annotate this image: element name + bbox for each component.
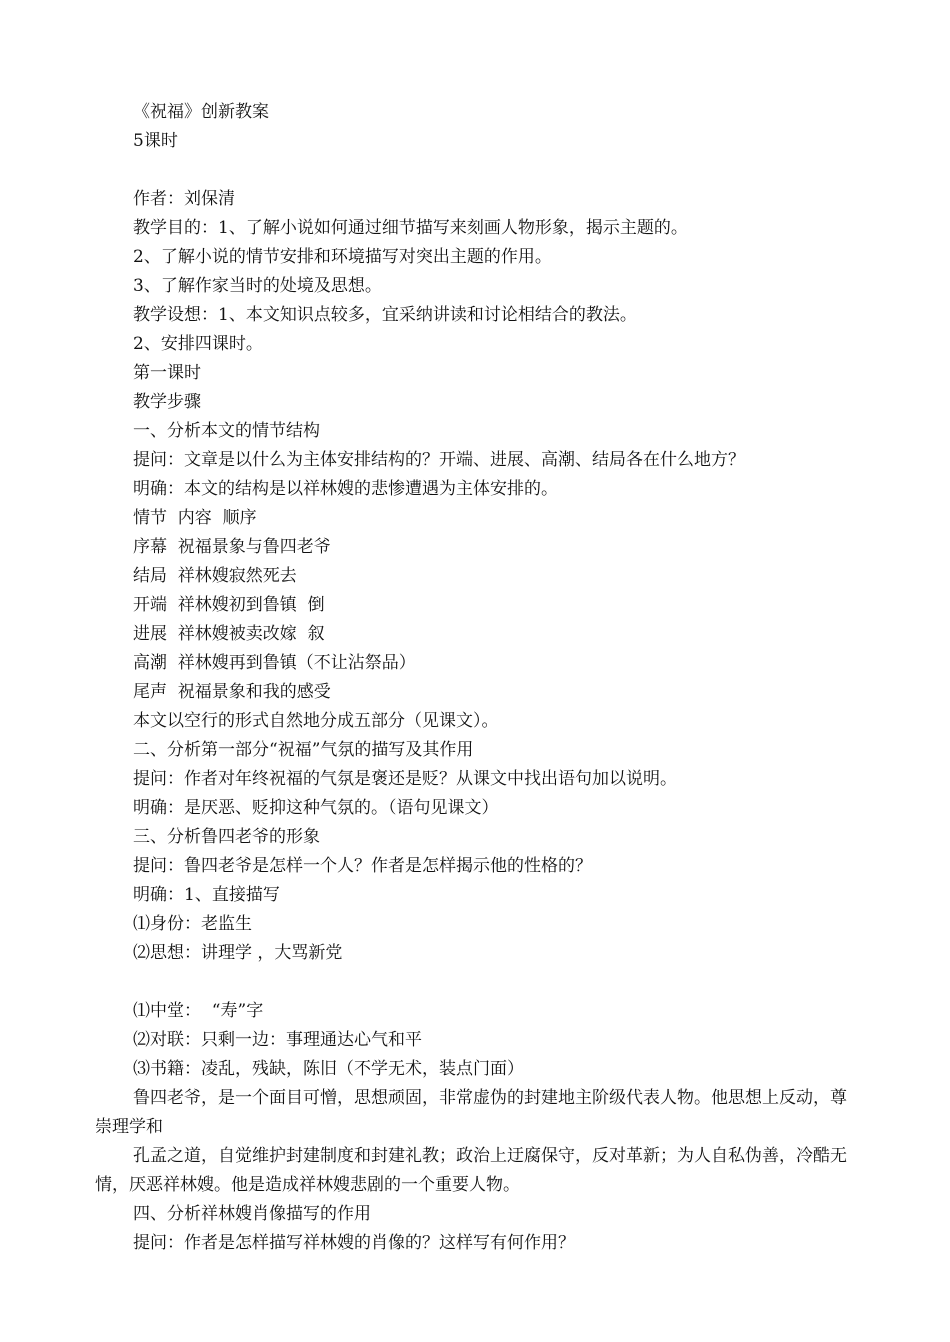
plot-row: 高潮 祥林嫂再到鲁镇（不让沾祭品） [133,653,416,673]
structure-note: 本文以空行的形式自然地分成五部分（见课文）。 [133,711,499,731]
list-item: ⑴身份：老监生 [133,914,252,934]
question-line: 提问：作者是怎样描写祥林嫂的肖像的？这样写有何作用？ [133,1233,575,1253]
plot-row: 结局 祥林嫂寂然死去 [133,566,297,586]
author-line: 作者：刘保清 [133,189,235,209]
section-heading-lesson-1: 第一课时 [133,363,201,383]
list-item: ⑵对联：只剩一边：事理通达心气和平 [133,1030,422,1050]
step-heading-2: 二、分析第一部分“祝福”气氛的描写及其作用 [133,740,474,760]
question-line: 提问：作者对年终祝福的气氛是褒还是贬？从课文中找出语句加以说明。 [133,769,677,789]
list-item: ⑵思想：讲理学 ，大骂新党 [133,943,343,963]
plot-table-header: 情节 内容 顺序 [133,508,257,528]
step-heading-1: 一、分析本文的情节结构 [133,421,320,441]
blank-line [95,156,857,185]
answer-line: 明确：是厌恶、贬抑这种气氛的。（语句见课文） [133,798,499,818]
answer-line: 明确：1、直接描写 [133,885,280,905]
question-line: 提问：文章是以什么为主体安排结构的？开端、进展、高潮、结局各在什么地方？ [133,450,745,470]
plan-1: 教学设想：1、本文知识点较多，宜采纳讲读和讨论相结合的教法。 [133,305,637,325]
objective-3: 3、了解作家当时的处境及思想。 [133,276,382,296]
step-heading-3: 三、分析鲁四老爷的形象 [133,827,320,847]
list-item: ⑴中堂： “寿”字 [133,1001,264,1021]
blank-line [95,968,857,997]
objective-2: 2、了解小说的情节安排和环境描写对突出主题的作用。 [133,247,552,267]
document-page [95,98,857,1258]
plan-2: 2、安排四课时。 [133,334,263,354]
summary-paragraph-1: 鲁四老爷，是一个面目可憎，思想顽固，非常虚伪的封建地主阶级代表人物。他思想上反动，尊崇理学和 [95,1088,847,1137]
step-heading-4: 四、分析祥林嫂肖像描写的作用 [133,1204,371,1224]
lesson-count: 5课时 [133,131,178,151]
summary-paragraph-2: 孔孟之道，自觉维护封建制度和封建礼教；政治上迂腐保守，反对革新；为人自私伪善，冷酷无情，厌恶祥林嫂。他是造成祥林嫂悲剧的一个重要人物。 [95,1146,847,1195]
list-item: ⑶书籍：凌乱，残缺，陈旧（不学无术，装点门面） [133,1059,524,1079]
plot-row: 尾声 祝福景象和我的感受 [133,682,331,702]
plot-row: 进展 祥林嫂被卖改嫁 叙 [133,624,325,644]
question-line: 提问：鲁四老爷是怎样一个人？作者是怎样揭示他的性格的？ [133,856,592,876]
plot-row: 开端 祥林嫂初到鲁镇 倒 [133,595,325,615]
plot-row: 序幕 祝福景象与鲁四老爷 [133,537,331,557]
answer-line: 明确：本文的结构是以祥林嫂的悲惨遭遇为主体安排的。 [133,479,558,499]
doc-title: 《祝福》创新教案 [133,102,269,122]
objective-1: 教学目的：1、了解小说如何通过细节描写来刻画人物形象，揭示主题的。 [133,218,688,238]
section-heading-steps: 教学步骤 [133,392,201,412]
